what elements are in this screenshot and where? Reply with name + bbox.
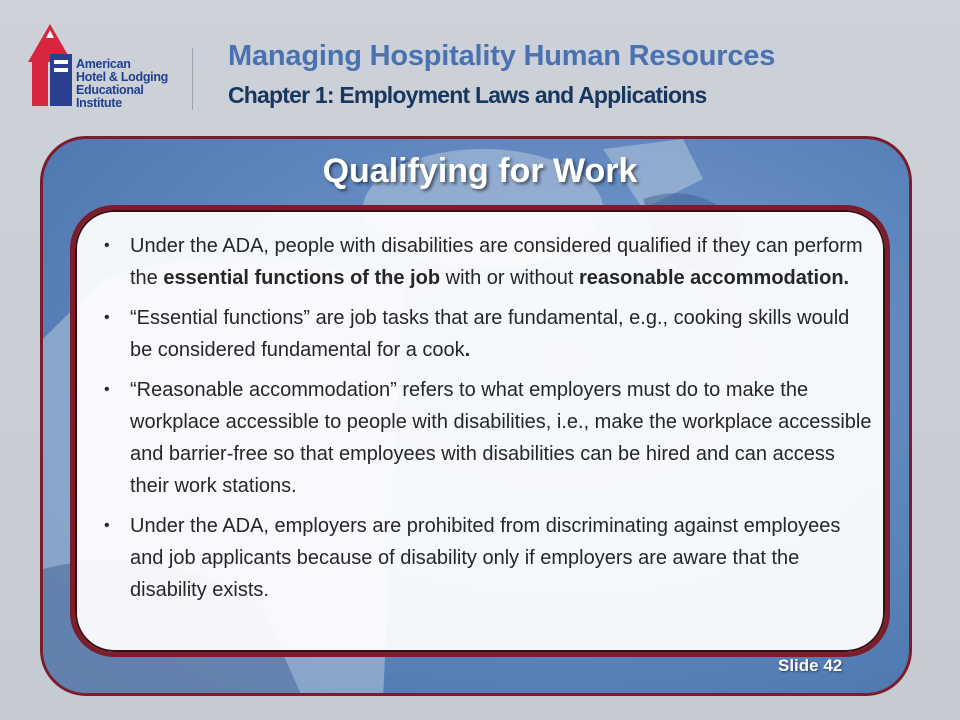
bullet-item [104,510,874,606]
slide-title: Qualifying for Work [322,152,638,190]
logo-line-2: Hotel & Lodging [76,70,169,84]
bullet-bold-text: . [464,339,471,361]
bullet-list [104,230,874,614]
bullet-item [104,302,874,366]
bullet-dot-icon: • [104,517,110,534]
bullet-dot-icon: • [104,381,110,398]
bullet-bold-text: reasonable accommodation. [579,267,850,289]
bullet-dot-icon: • [104,237,110,254]
header-divider [192,48,193,110]
bullet-text: with or without [440,267,580,289]
bullet-item [104,230,874,294]
bullet-text: “Reasonable accommodation” refers to what employers must do to make the workplace accessible to people with disabilities, i.e., make the workplace accessible and barrier-free so that employees with disabilities can be hired and can access their work stations. [130,379,872,497]
header-subtitle: Chapter 1: Employment Laws and Applications [228,82,707,108]
bullet-dot-icon: • [104,309,110,326]
header-title: Managing Hospitality Human Resources [228,40,776,72]
logo-line-3: Educational Institute [76,83,144,110]
logo-text [76,58,186,110]
slide-number: Slide 42 [778,656,843,675]
bullet-bold-text: essential functions of the job [163,267,441,289]
logo-line-1: American [76,57,131,71]
bullet-item [104,374,874,502]
bullet-text: “Essential functions” are job tasks that are fundamental, e.g., cooking skills would be considered fundamental for a cook [130,307,850,361]
bullet-text: Under the ADA, employers are prohibited from discriminating against employees and job applicants because of disability only if employers are aware that the disability exists. [130,515,841,601]
bullet-text: Under the ADA, people with disabilities are considered qualified if they can perform the [130,235,863,289]
